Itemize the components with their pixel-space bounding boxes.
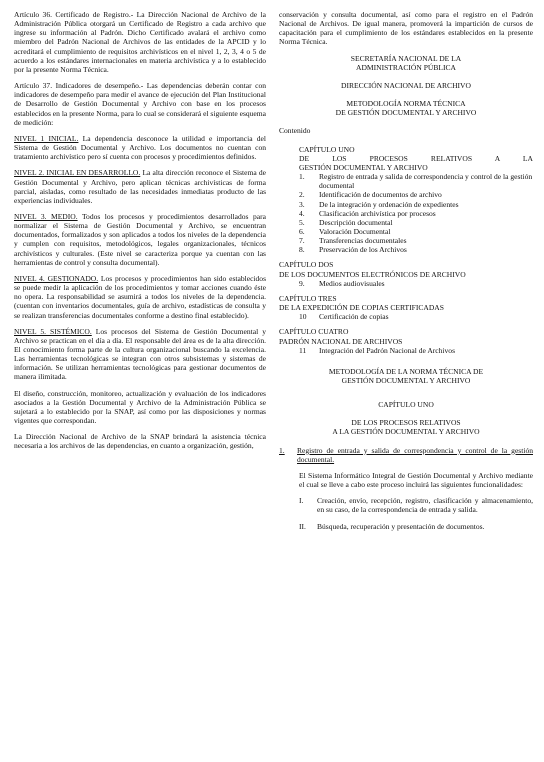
- list-item-number: 9.: [299, 278, 305, 288]
- nivel-4: [14, 274, 266, 320]
- list-item-number: 8.: [299, 245, 305, 255]
- right-column: [279, 10, 533, 539]
- section-1: [279, 446, 533, 531]
- paragraph-diseno: El diseño, construcción, monitoreo, actualización y evaluación de los indicadores asociados a la Gestión Documental y Archivo de la Administración Pública se sujetará a lo establecido por la SNAP, así como por las disposiciones y normas vigentes que correspondan.: [14, 388, 266, 426]
- nivel-1-title: NIVEL 1 INICIAL.: [14, 133, 79, 143]
- left-column: [14, 10, 266, 458]
- list-item-number: 7.: [299, 236, 305, 246]
- toc-chapter-1: [279, 145, 533, 255]
- list-item-text: Creación, envío, recepción, registro, clasificación y almacenamiento, en su caso, de la correspondencia de entrada y salida.: [317, 496, 533, 515]
- toc-chapter-3-list: [279, 312, 533, 321]
- list-item-text: De la integración y ordenación de expedientes: [319, 199, 459, 209]
- list-item: [299, 218, 533, 227]
- list-item-text: Búsqueda, recuperación y presentación de documentos.: [317, 521, 485, 531]
- toc-chapter-4-title: PADRÓN NACIONAL DE ARCHIVOS: [279, 336, 403, 346]
- continuation-paragraph: conservación y consulta documental, así como para el registro en el Padrón Nacional de Archivos. De igual manera, promoverá la impartición de cursos de capacitación para el cumplimiento de los estándares establecidos en la presente Norma Técnica.: [279, 10, 533, 47]
- list-item-number: I.: [299, 496, 304, 506]
- list-item-number: 11: [299, 345, 307, 355]
- nivel-3: [14, 212, 266, 267]
- list-item: [299, 312, 533, 321]
- list-item-text: Medios audiovisuales: [319, 278, 385, 288]
- list-item-number: 3.: [299, 199, 305, 209]
- list-item: [299, 190, 533, 199]
- section-1-heading: [279, 446, 533, 464]
- toc-chapter-2-list: [279, 279, 533, 288]
- list-item-number: II.: [299, 521, 306, 531]
- toc-chapter-2-label: CAPÍTULO DOS: [279, 260, 334, 270]
- secretaria-line-2: ADMINISTRACIÓN PÚBLICA: [356, 62, 456, 72]
- secretaria-line-1: SECRETARÍA NACIONAL DE LA: [350, 53, 462, 63]
- article-37-text: Las dependencias deberán contar con indicadores de desempeño para medir el avance de ejecución del Plan Institucional de Desarrollo de Gestión Documental y Archivo con base en los procesos establecidos en la presente Norma, para lo cual se considerará el siguiente esquema de medición:: [14, 81, 266, 127]
- nivel-4-title: NIVEL 4. GESTIONADO.: [14, 273, 99, 283]
- nivel-1-text: La dependencia desconoce la utilidad e importancia del Sistema de Gestión Documental y Archivo. Los documentos no cuentan con tratamiento archivístico pero sí cuenta con procesos y procedimientos definidos.: [14, 133, 266, 162]
- nivel-4-text: Los procesos y procedimientos han sido establecidos se puede medir la aplicación de los procedimientos y tomar acciones cuando éste no opera. La responsabilidad se asumirá a todos los niveles de la dependencia. (cuentan con inventarios documentales, guía de archivo, estadísticas de consulta y se realizan transferencias documentales conforme a destino final establecido).: [14, 273, 266, 320]
- list-item: [299, 227, 533, 236]
- list-item-text: Identificación de documentos de archivo: [319, 190, 442, 200]
- nivel-3-text: Todos los procesos y procedimientos desarrollados para normalizar el Sistema de Gestión Documental y Archivo, se encuentran documentados, formalizados y son aplicados a todos los niveles de la dependencia y cumplen con requisitos, metodológicos, legales organizacionales, técnicos archivísticos y culturales. (Este nivel se caracteriza porque ya cuentan con las herramientas de control y consulta documental).: [14, 211, 266, 267]
- toc-chapter-1-title-2: GESTIÓN DOCUMENTAL Y ARCHIVO: [299, 162, 428, 172]
- nivel-1: [14, 134, 266, 161]
- procesos-line-2: A LA GESTIÓN DOCUMENTAL Y ARCHIVO: [332, 427, 480, 437]
- article-37: [14, 81, 266, 127]
- metodologia-norma-line-2: GESTIÓN DOCUMENTAL Y ARCHIVO: [341, 376, 471, 385]
- metodologia-line-1: METODOLOGÍA NORMA TÉCNICA: [346, 99, 466, 109]
- nivel-5: [14, 327, 266, 382]
- toc-chapter-3-title: DE LA EXPEDICIÓN DE COPIAS CERTIFICADAS: [279, 303, 444, 313]
- list-item: [299, 522, 533, 531]
- article-36-text: La Dirección Nacional de Archivo de la Administración Pública otorgará un Certificado de Registro a cada archivo que ingrese su información al Padrón. Dicho Certificado avalará el archivo como miembro del Padrón Nacional de Archivos de las entidades de la APCID y lo acreditará el cumplimiento de requisitos archivísticos en el nivel 1, 2, 3, 4 o 5 de acuerdo a los estándares internacionales en materia archivística y a lo establecido por la presente Norma Técnica.: [14, 10, 266, 74]
- contenido-label: Contenido: [279, 126, 311, 136]
- list-item-number: 10: [299, 312, 307, 322]
- list-item-text: Certificación de copias: [319, 312, 389, 322]
- article-36-title: Artículo 36. Certificado de Registro.-: [14, 10, 134, 19]
- toc-chapter-1-title-1: DE LOS PROCESOS RELATIVOS A LA: [299, 153, 533, 163]
- functionality-list: [279, 496, 533, 530]
- procesos-heading: [279, 418, 533, 436]
- list-item-text: Integración del Padrón Nacional de Archivos: [319, 345, 456, 355]
- list-item: [299, 346, 533, 355]
- nivel-2-text: La alta dirección reconoce el Sistema de Gestión Documental y Archivo, pero aplican técnicas archivísticas de forma parcial, aisladas, como resultado de las necesidades inmediatas producto de las experiencias individuales.: [14, 168, 266, 205]
- list-item: [299, 209, 533, 218]
- nivel-5-text: Los procesos del Sistema de Gestión Documental y Archivo se practican en el día a día. El responsable del área es de la alta dirección. El conocimiento forma parte de la cultura organizacional buscando la excelencia. Las herramientas tecnológicas se integran con otros subsistemas y sistemas de información. Se utilizan herramientas tecnológicas para gestionar documentos de manera ilimitada.: [14, 326, 266, 382]
- paragraph-direccion: La Dirección Nacional de Archivo de la SNAP brindará la asistencia técnica necesaria a los archivos de las dependencias, en cuanto a organización, gestión,: [14, 432, 266, 451]
- article-37-title: Artículo 37. Indicadores de desempeño.-: [14, 81, 144, 91]
- nivel-2-title: NIVEL 2. INICIAL EN DESARROLLO.: [14, 168, 141, 178]
- list-item: [299, 172, 533, 190]
- list-item: [299, 245, 533, 254]
- toc-chapter-2-title: DE LOS DOCUMENTOS ELECTRÓNICOS DE ARCHIVO: [279, 269, 466, 279]
- section-1-number: 1.: [279, 445, 285, 455]
- nivel-3-title: NIVEL 3. MEDIO.: [14, 211, 78, 221]
- list-item-text: Valoración Documental: [319, 226, 391, 236]
- section-1-text: El Sistema Informático Integral de Gestión Documental y Archivo mediante el cual se lleve a cabo este proceso incluirá las siguientes funcionalidades:: [299, 470, 533, 490]
- list-item-text: Descripción documental: [319, 217, 393, 227]
- toc-chapter-3-label: CAPÍTULO TRES: [279, 293, 337, 303]
- list-item-text: Clasificación archivística por procesos: [319, 208, 436, 218]
- list-item-number: 2.: [299, 190, 305, 200]
- direccion-heading: DIRECCIÓN NACIONAL DE ARCHIVO: [341, 80, 471, 90]
- section-1-title: Registro de entrada y salida de correspondencia y control de la gestión documental.: [297, 445, 533, 464]
- list-item: [299, 236, 533, 245]
- toc-chapter-1-label: CAPÍTULO UNO: [299, 144, 355, 154]
- toc-chapter-4-label: CAPÍTULO CUATRO: [279, 327, 349, 337]
- capitulo-uno-heading: CAPÍTULO UNO: [378, 400, 434, 410]
- metodologia-norma-heading: [279, 367, 533, 385]
- list-item-text: Preservación de los Archivos: [319, 245, 407, 255]
- list-item: [299, 200, 533, 209]
- article-36: [14, 10, 266, 74]
- list-item-text: Registro de entrada y salida de correspondencia y control de la gestión documental: [319, 172, 533, 191]
- nivel-5-title: NIVEL 5. SISTÉMICO.: [14, 326, 92, 336]
- toc-chapter-1-list: [299, 172, 533, 254]
- list-item-number: 5.: [299, 217, 305, 227]
- toc-chapter-2: [279, 260, 533, 287]
- list-item-number: 4.: [299, 208, 305, 218]
- toc-chapter-4-list: [279, 346, 533, 355]
- toc-chapter-4: [279, 327, 533, 354]
- metodologia-heading: [279, 99, 533, 117]
- list-item-number: 1.: [299, 172, 305, 182]
- list-item-number: 6.: [299, 226, 305, 236]
- list-item: [299, 279, 533, 288]
- nivel-2: [14, 168, 266, 205]
- list-item-text: Transferencias documentales: [319, 236, 407, 246]
- metodologia-line-2: DE GESTIÓN DOCUMENTAL Y ARCHIVO: [335, 108, 477, 118]
- toc-chapter-3: [279, 294, 533, 321]
- procesos-line-1: DE LOS PROCESOS RELATIVOS: [351, 418, 461, 428]
- secretaria-heading: [279, 54, 533, 72]
- metodologia-norma-line-1: METODOLOGÍA DE LA NORMA TÉCNICA DE: [328, 366, 484, 376]
- list-item: [299, 496, 533, 514]
